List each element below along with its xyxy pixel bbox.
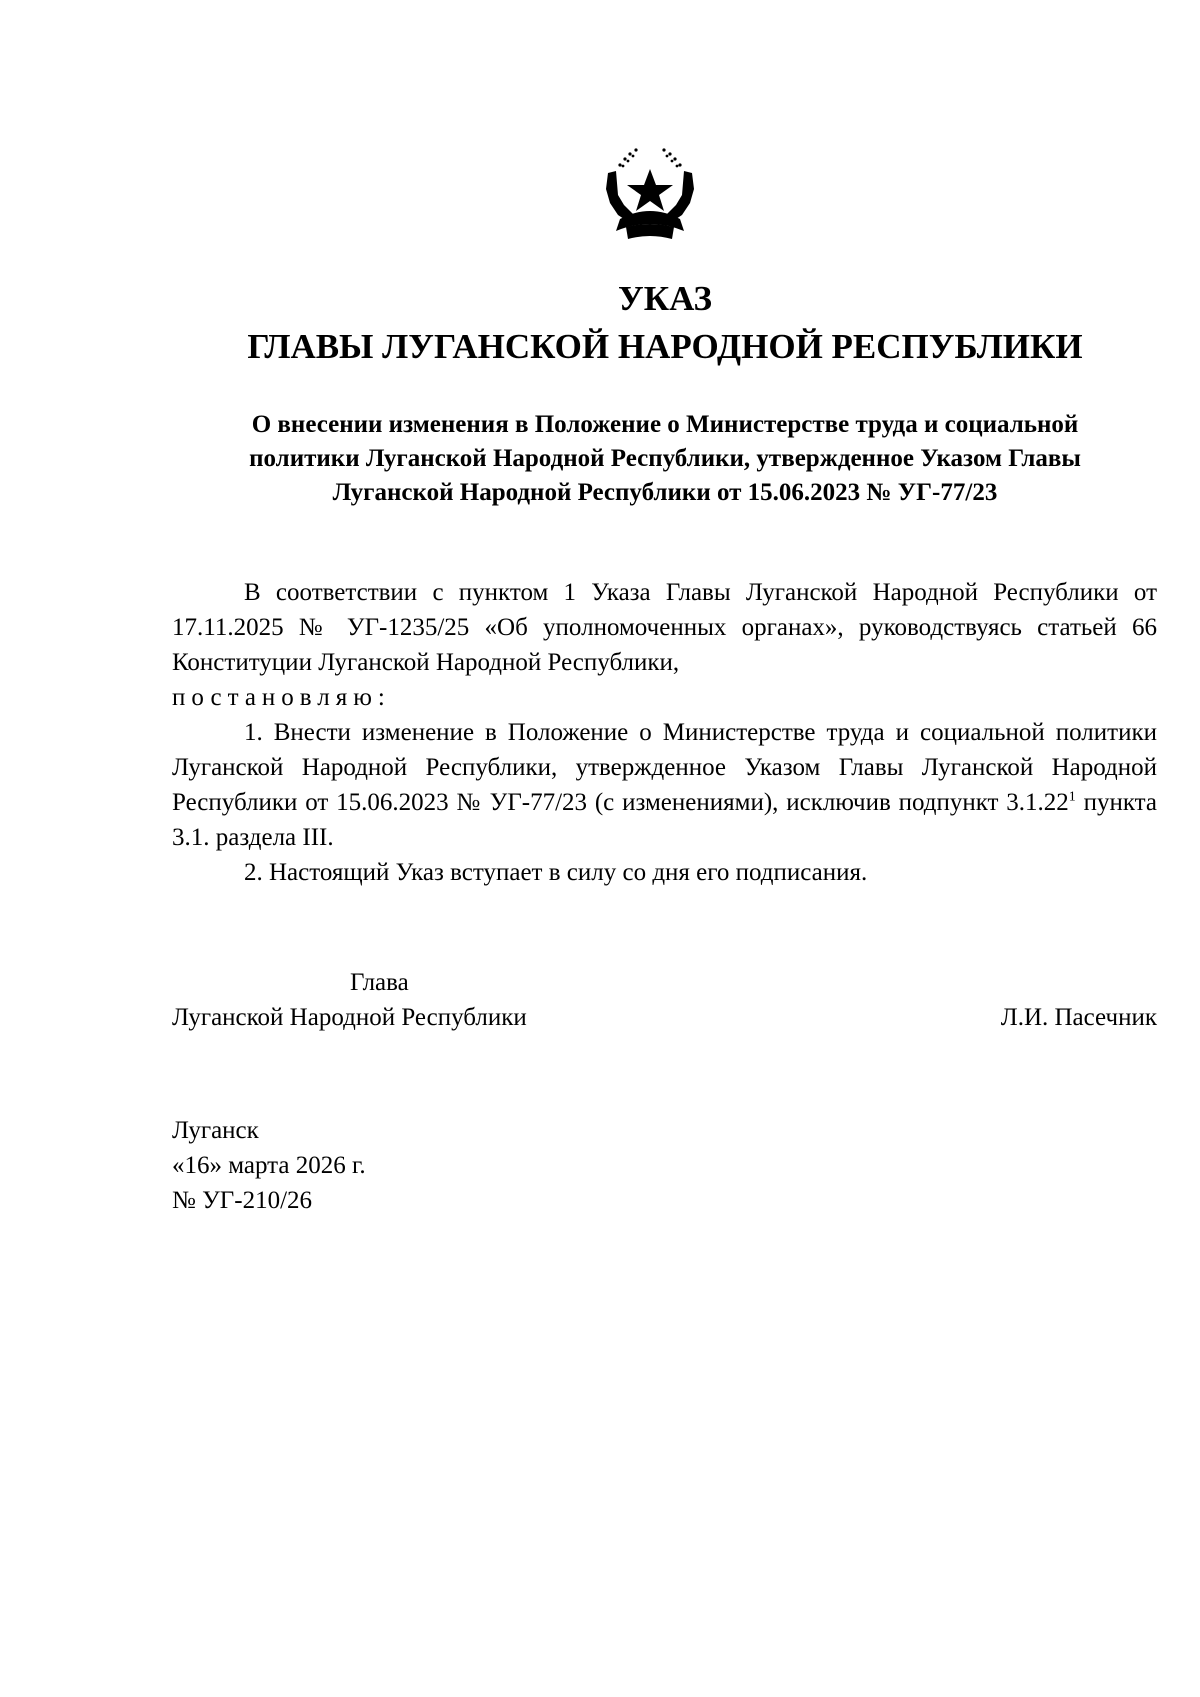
item-1-superscript: 1: [1068, 789, 1076, 805]
footer-city: Луганск: [172, 1117, 259, 1144]
item-1-text-end: пункта 3.1. раздела III.: [172, 789, 1157, 851]
title-line-2: ГЛАВЫ ЛУГАНСКОЙ НАРОДНОЙ РЕСПУБЛИКИ: [247, 327, 1083, 366]
footer-number: № УГ-210/26: [172, 1187, 313, 1214]
decree-footer: [172, 1113, 366, 1218]
item-2-paragraph: 2. Настоящий Указ вступает в силу со дня его подписания.: [244, 859, 868, 886]
item-1-paragraph: [172, 715, 1157, 855]
state-emblem-icon: [590, 135, 710, 247]
footer-date: «16» марта 2026 г.: [172, 1152, 366, 1179]
decree-subject: [170, 408, 1160, 510]
subject-line: О внесении изменения в Положение о Министерстве труда и социальной: [251, 411, 1079, 438]
signature-role-line-1: Глава: [350, 969, 409, 996]
decree-body: [172, 575, 1157, 890]
signatory-name: Л.И. Пасечник: [1000, 1004, 1157, 1031]
subject-line: Луганской Народной Республики от 15.06.2023 № УГ-77/23: [332, 479, 998, 506]
item-1-text: 1. Внести изменение в Положение о Министерстве труда и социальной политики Луганской Народной Республики, утвержденное Указом Главы Луганской Народной Республики от 15.06.2023 № УГ-77/23 (с изменениями), исключив подпункт 3.1.22: [172, 719, 1157, 816]
preamble-paragraph: В соответствии с пунктом 1 Указа Главы Луганской Народной Республики от 17.11.2025 № УГ-1235/25 «Об уполномоченных органах», руководствуясь статьей 66 Конституции Луганской Народной Республики,: [172, 579, 1157, 676]
decree-word: постановляю:: [172, 684, 391, 711]
decree-title: [0, 275, 1200, 371]
signature-role-line-2: Луганской Народной Республики: [172, 1004, 527, 1031]
signature-block: [172, 965, 1157, 1035]
subject-line: политики Луганской Народной Республики, утвержденное Указом Главы: [249, 445, 1081, 472]
title-line-1: УКАЗ: [618, 279, 712, 318]
